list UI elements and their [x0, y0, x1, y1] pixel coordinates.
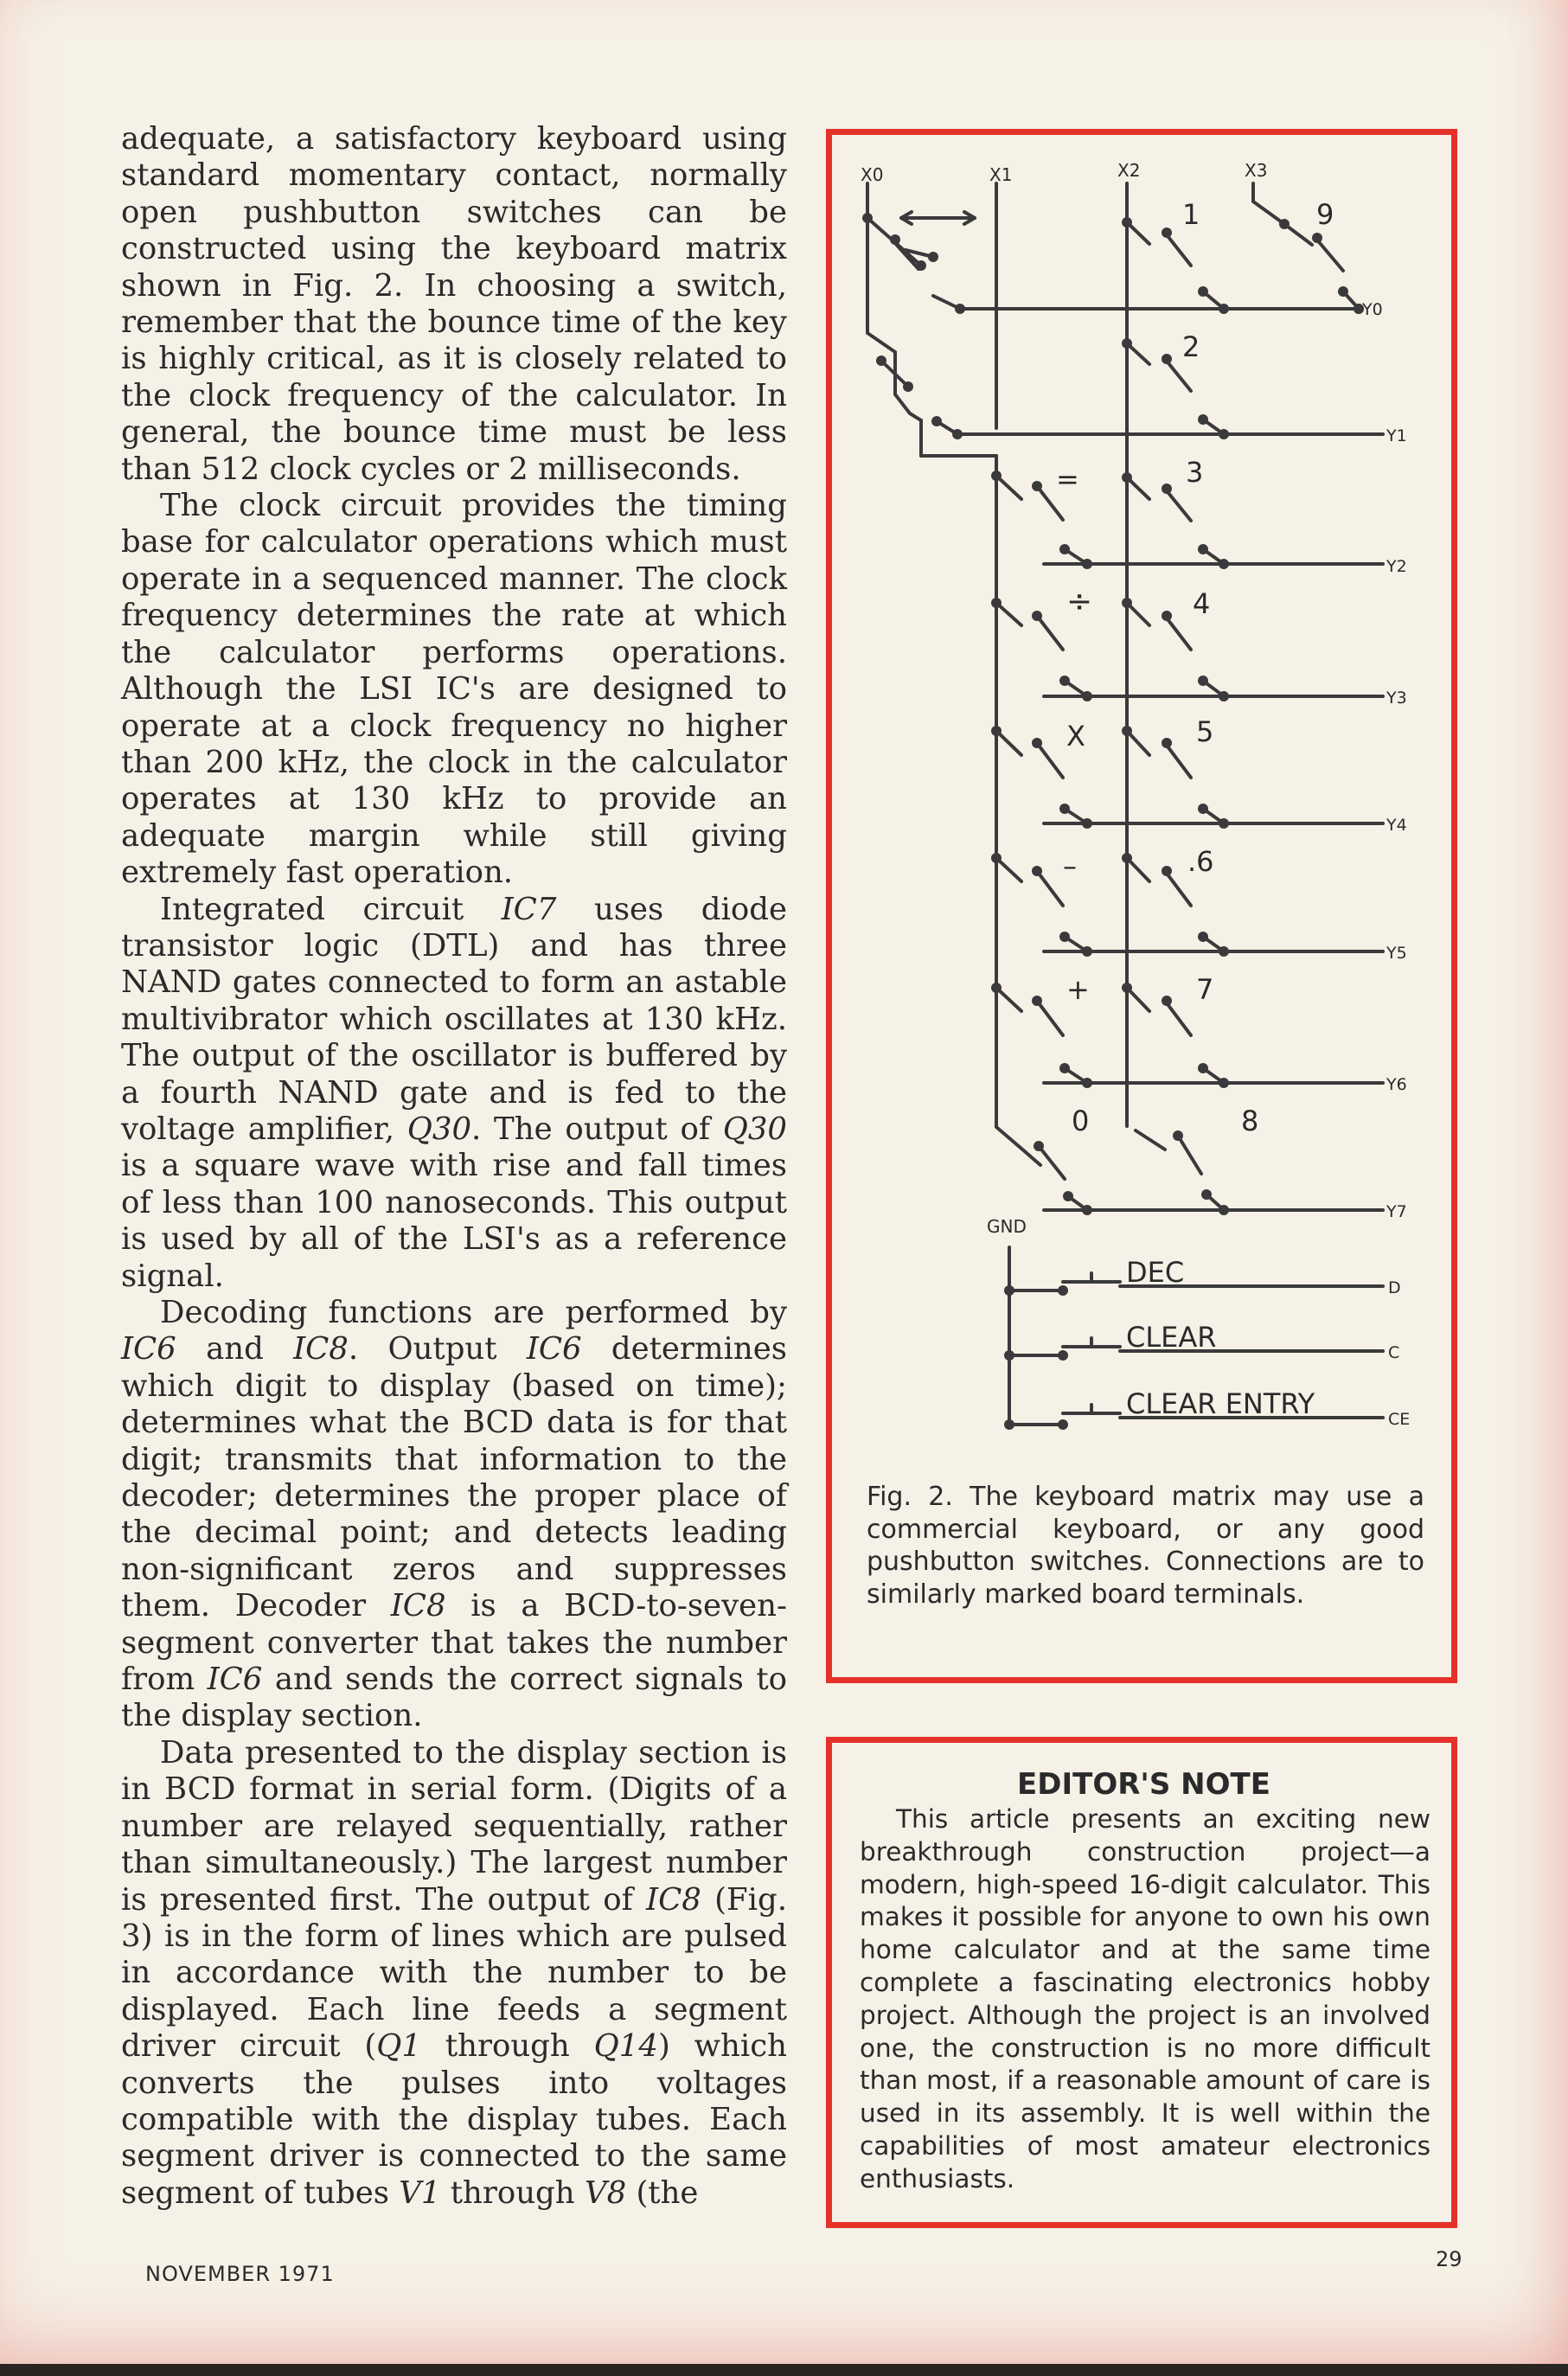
paragraph-text: . The output of	[471, 1111, 723, 1147]
component-reference: V1	[399, 2174, 441, 2211]
component-reference: IC8	[293, 1331, 349, 1367]
key-1-label: 1	[1182, 198, 1200, 231]
dec-switch-label: DEC	[1126, 1256, 1185, 1289]
key-minus-label: –	[1063, 849, 1077, 882]
article-paragraph	[121, 892, 787, 1295]
component-reference: Q30	[406, 1111, 472, 1147]
paragraph-text: and sends the correct signals to the display section.	[121, 1662, 787, 1734]
x2-label: X2	[1117, 160, 1141, 181]
gnd-label: GND	[987, 1216, 1027, 1237]
x0-label: X0	[861, 164, 884, 185]
y5-label: Y5	[1386, 944, 1407, 963]
y1-label: Y1	[1386, 426, 1407, 445]
key-2-label: 2	[1182, 330, 1200, 363]
paragraph-text: is a square wave with rise and fall times of less than 100 nanoseconds. This output is used by all of the LSI's as a reference signal.	[121, 1148, 787, 1294]
clear-terminal-label: C	[1388, 1343, 1400, 1362]
issue-date: NOVEMBER 1971	[145, 2262, 335, 2286]
paragraph-text: uses diode transistor logic (DTL) and has three NAND gates connected to form an astable multivibrator which oscillates at 130 kHz. The output of the oscillator is buffered by a fourth NAND gate and is fed to the voltage amplifier,	[121, 891, 787, 1147]
y7-label: Y7	[1386, 1202, 1407, 1221]
component-reference: V8	[584, 2174, 627, 2211]
figure-box	[826, 129, 1457, 1683]
key-7-label: 7	[1196, 973, 1214, 1006]
y6-label: Y6	[1386, 1075, 1407, 1094]
editors-note-body: This article presents an exciting new breakthrough construction project—a modern, high-speed 16-digit calculator. This makes it possible for anyone to own his own home calculator and at the same time complete a fascinating electronics hobby project. Although the project is an involved one, the construction is no more difficult than most, if a reasonable amount of care is used in its assembly. It is well within the capabilities of most amateur electronics enthusiasts.	[860, 1804, 1430, 2193]
component-reference: IC7	[501, 891, 557, 927]
paragraph-text: (Fig. 3) is in the form of lines which are pulsed in accordance with the number to be displayed. Each line feeds a segment driver circuit (	[121, 1881, 787, 2065]
page-number: 29	[1436, 2247, 1462, 2271]
key-6-label: .6	[1187, 845, 1214, 878]
component-reference: Q14	[593, 2028, 658, 2065]
keyboard-matrix-diagram	[832, 135, 1451, 1677]
article-paragraph	[121, 121, 787, 488]
paragraph-text: Integrated circuit	[160, 891, 502, 927]
x1-label: X1	[989, 164, 1013, 185]
paragraph-text: The clock circuit provides the timing base for calculator operations which must operate in a sequenced manner. The clock frequency determines the rate at which the calculator performs operations. Although the LSI IC's are designed to operate at a clock frequency no higher than 200 kHz, the clock in the calculator operates at 130 kHz to provide an adequate margin while still giving extremely fast operation.	[121, 488, 787, 891]
editors-note-title: EDITOR'S NOTE	[1017, 1767, 1270, 1802]
y3-label: Y3	[1386, 688, 1407, 708]
paragraph-text: is a BCD-to-seven-segment converter that takes the number from	[121, 1588, 787, 1698]
paragraph-text: (the	[626, 2174, 699, 2211]
clear-switch-label: CLEAR	[1126, 1321, 1217, 1354]
paragraph-text: through	[420, 2028, 594, 2065]
key-0-label: 0	[1072, 1105, 1090, 1137]
key-3-label: 3	[1186, 456, 1204, 489]
page-bottom-edge	[0, 2364, 1568, 2376]
figure-caption: Fig. 2. The keyboard matrix may use a commercial keyboard, or any good pushbutton switches. Connections are to similarly marked board terminals.	[867, 1482, 1424, 1610]
x3-label: X3	[1245, 160, 1268, 181]
component-reference: IC6	[121, 1331, 176, 1367]
article-body	[121, 121, 787, 2212]
key-plus-label: +	[1066, 973, 1090, 1006]
y2-label: Y2	[1386, 557, 1407, 576]
key-divide-label: ÷	[1066, 584, 1093, 619]
key-9-label: 9	[1316, 198, 1334, 231]
component-reference: IC8	[390, 1588, 446, 1624]
paragraph-text: through	[440, 2174, 585, 2211]
component-reference: IC6	[207, 1662, 263, 1698]
dec-terminal-label: D	[1388, 1278, 1401, 1297]
component-reference: IC8	[646, 1881, 701, 1918]
paragraph-text: and	[176, 1331, 294, 1367]
paragraph-text: Data presented to the display section is in BCD format in serial form. (Digits of a number are relayed sequentially, rather than simultaneously.) The largest number is presented first. The output of	[121, 1734, 787, 1918]
article-paragraph	[121, 488, 787, 891]
paragraph-text: determines which digit to display (based on time); determines what the BCD data is for that digit; transmits that information to the decoder; determines the proper place of the decimal point; and detects leading non-significant zeros and suppresses them. Decoder	[121, 1331, 787, 1624]
component-reference: Q30	[722, 1111, 787, 1147]
component-reference: Q1	[376, 2028, 421, 2065]
clear-entry-switch-label: CLEAR ENTRY	[1126, 1387, 1315, 1420]
key-4-label: 4	[1193, 587, 1211, 620]
key-8-label: 8	[1241, 1105, 1259, 1137]
article-paragraph	[121, 1735, 787, 2212]
key-5-label: 5	[1196, 715, 1214, 748]
clear-entry-terminal-label: CE	[1388, 1410, 1411, 1429]
y0-label: Y0	[1362, 300, 1383, 319]
component-reference: IC6	[526, 1331, 582, 1367]
article-paragraph	[121, 1295, 787, 1735]
y4-label: Y4	[1386, 816, 1407, 835]
paragraph-text: adequate, a satisfactory keyboard using standard momentary contact, normally open pushbutton switches can be constructed using the keyboard matrix shown in Fig. 2. In choosing a switch, remember that the bounce time of the key is highly critical, as it is closely related to the clock frequency of the calculator. In general, the bounce time must be less than 512 clock cycles or 2 milliseconds.	[121, 121, 787, 487]
paragraph-text: . Output	[348, 1331, 527, 1367]
paragraph-text: ) which converts the pulses into voltages compatible with the display tubes. Each segment driver is connected to the same segment of tubes	[121, 2028, 788, 2211]
key-multiply-label: X	[1066, 720, 1085, 753]
key-equals-label: =	[1056, 463, 1079, 496]
paragraph-text: Decoding functions are performed by	[160, 1295, 787, 1330]
